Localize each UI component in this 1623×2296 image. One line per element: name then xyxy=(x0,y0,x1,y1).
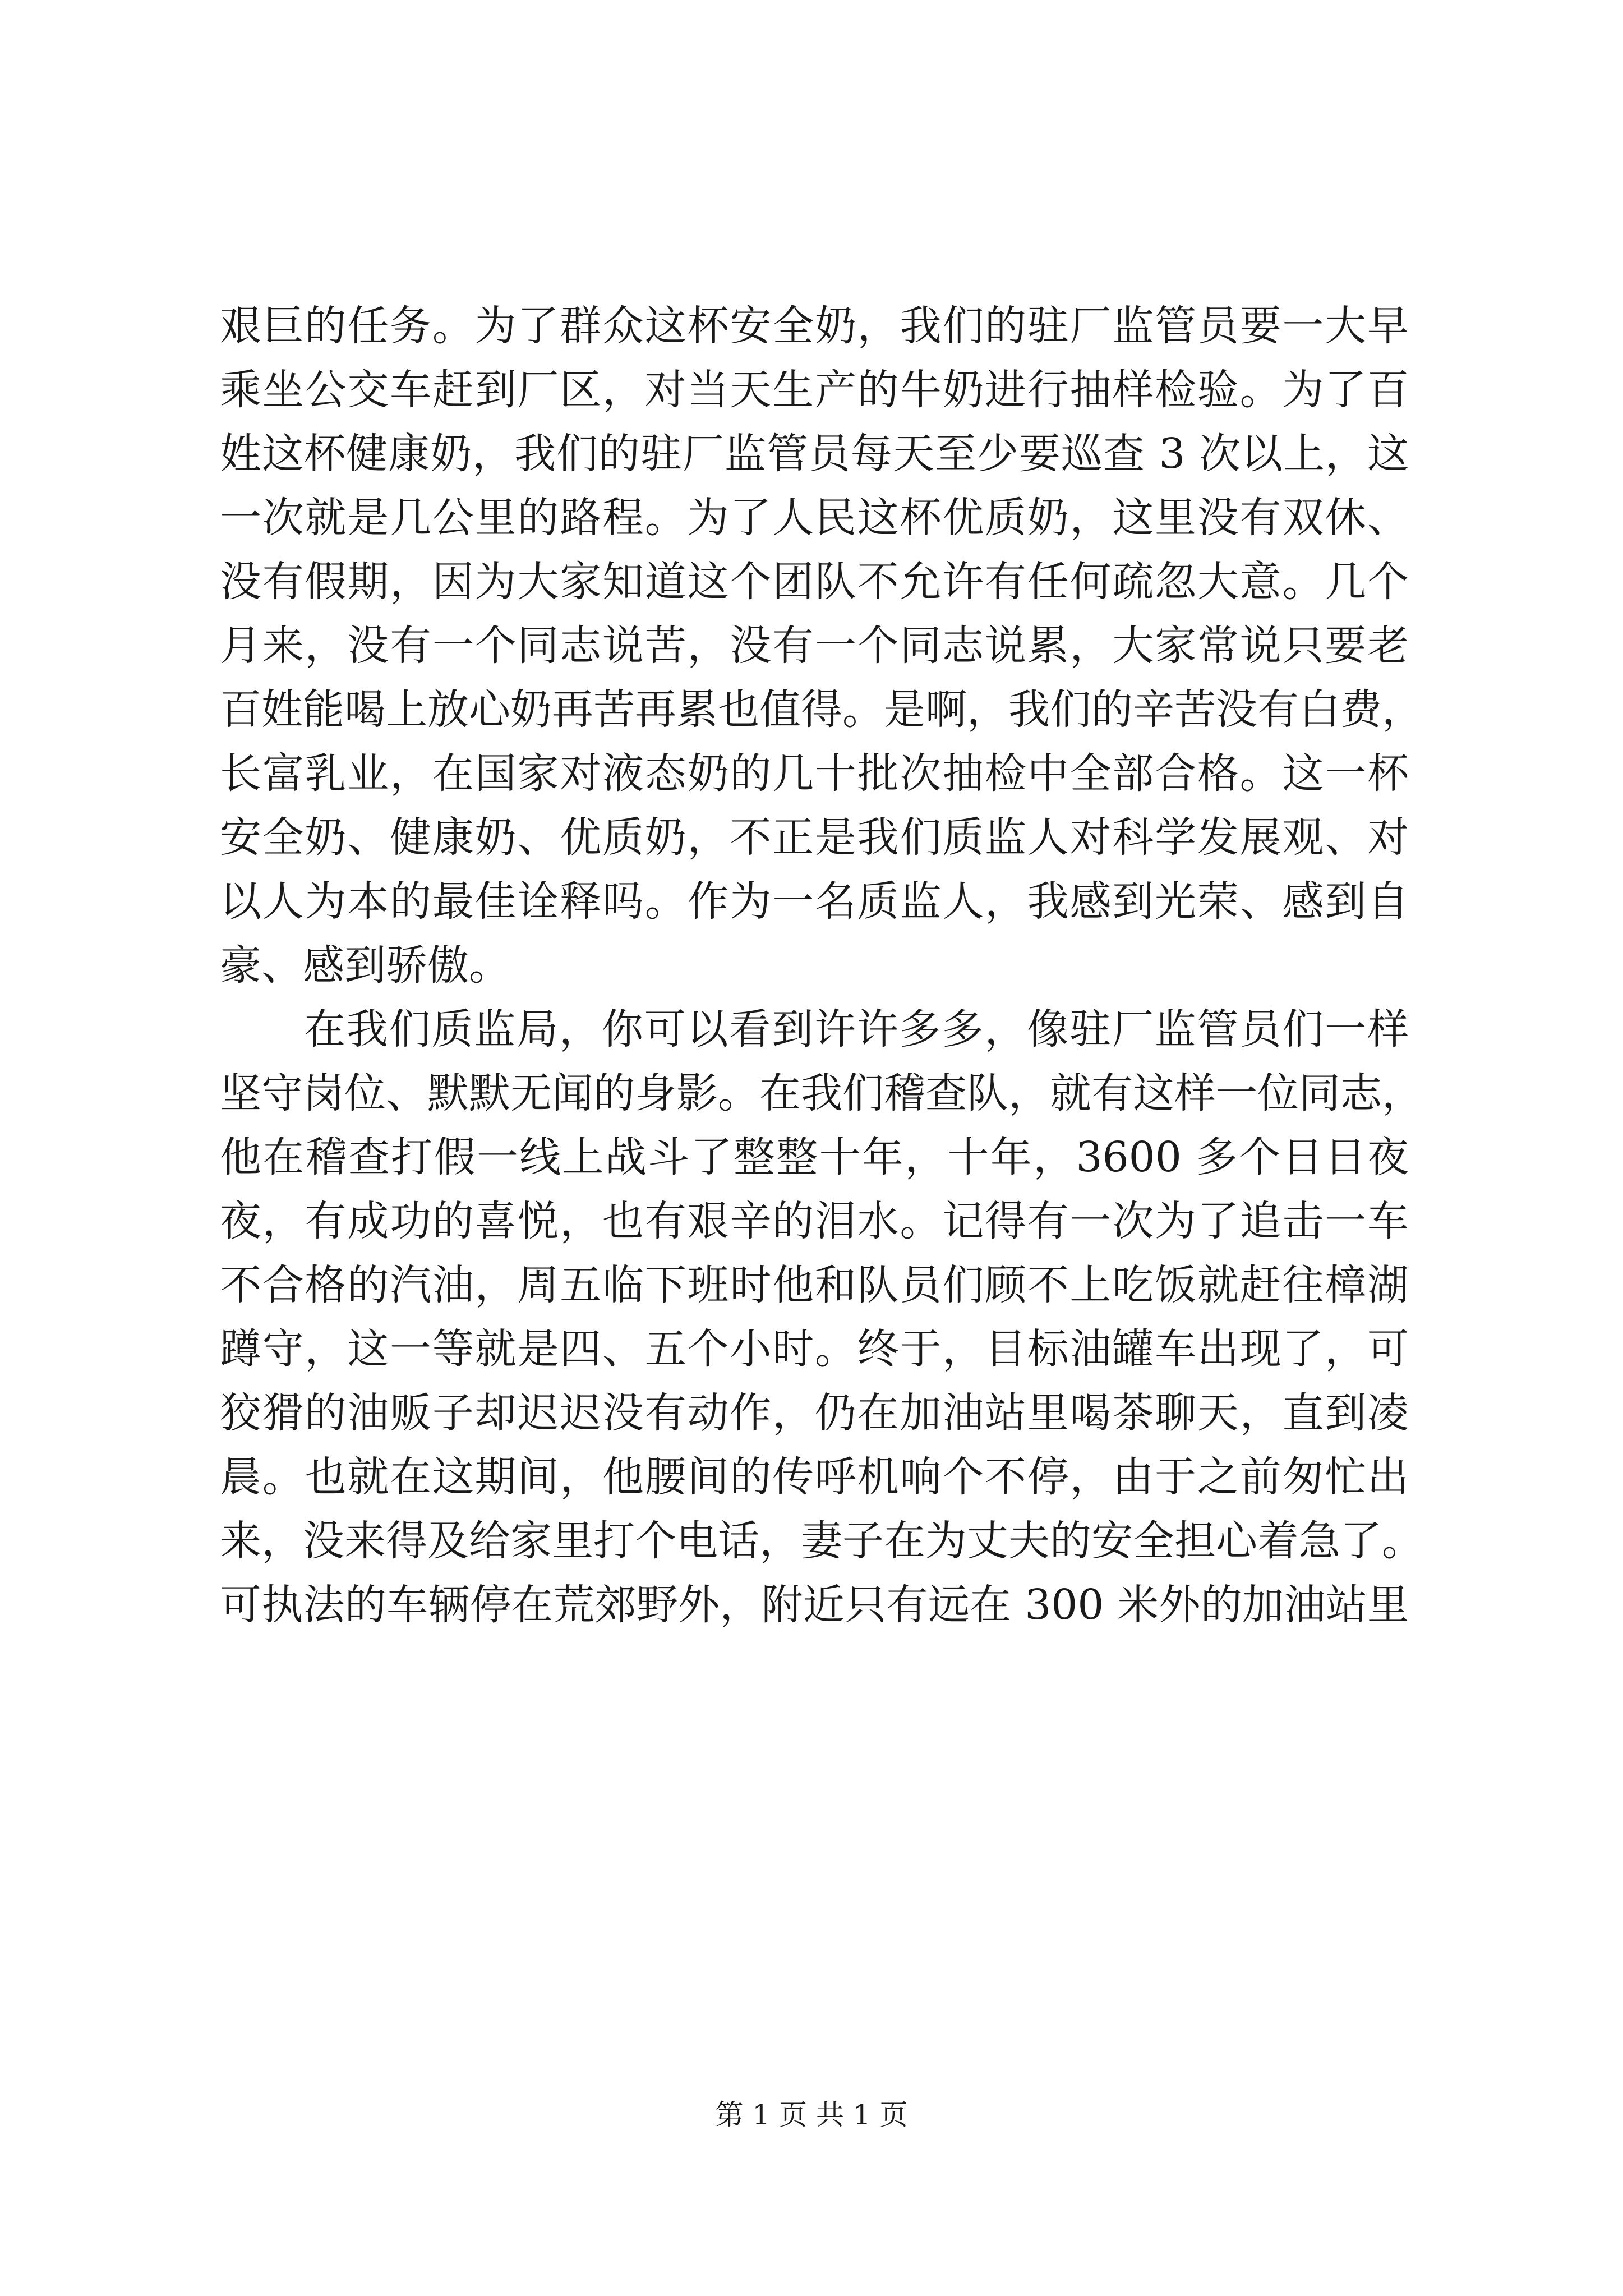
text-line: 可执法的车辆停在荒郊野外，附近只有远在 300 米外的加油站里 xyxy=(220,1581,1409,1629)
page-footer xyxy=(0,2098,1623,2132)
text-line: 在我们质监局，你可以看到许许多多，像驻厂监管员们一样 xyxy=(304,1005,1409,1053)
text-line: 坚守岗位、默默无闻的身影。在我们稽查队，就有这样一位同志， xyxy=(220,1069,1423,1117)
text-line: 晨。也就在这期间，他腰间的传呼机响个不停，由于之前匆忙出 xyxy=(220,1453,1409,1501)
text-line: 姓这杯健康奶，我们的驻厂监管员每天至少要巡查 3 次以上，这 xyxy=(220,430,1409,478)
text-line: 夜，有成功的喜悦，也有艰辛的泪水。记得有一次为了追击一车 xyxy=(220,1197,1409,1245)
text-line: 蹲守，这一等就是四、五个小时。终于，目标油罐车出现了，可 xyxy=(220,1325,1409,1373)
text-line: 安全奶、健康奶、优质奶，不正是我们质监人对科学发展观、对 xyxy=(220,813,1409,862)
text-line: 他在稽查打假一线上战斗了整整十年，十年，3600 多个日日夜 xyxy=(220,1133,1409,1181)
text-line: 乘坐公交车赶到厂区，对当天生产的牛奶进行抽样检验。为了百 xyxy=(220,366,1409,414)
text-line: 月来，没有一个同志说苦，没有一个同志说累，大家常说只要老 xyxy=(220,622,1409,670)
text-line: 来，没来得及给家里打个电话，妻子在为丈夫的安全担心着急了。 xyxy=(220,1517,1423,1565)
text-line: 没有假期，因为大家知道这个团队不允许有任何疏忽大意。几个 xyxy=(220,558,1409,606)
text-line: 百姓能喝上放心奶再苦再累也值得。是啊，我们的辛苦没有白费， xyxy=(220,685,1423,734)
text-line: 长富乳业，在国家对液态奶的几十批次抽检中全部合格。这一杯 xyxy=(220,749,1409,798)
text-line: 狡猾的油贩子却迟迟没有动作，仍在加油站里喝茶聊天，直到凌 xyxy=(220,1389,1409,1437)
text-line: 艰巨的任务。为了群众这杯安全奶，我们的驻厂监管员要一大早 xyxy=(220,302,1409,350)
paragraph-1 xyxy=(220,297,1423,994)
text-line: 一次就是几公里的路程。为了人民这杯优质奶，这里没有双休、 xyxy=(220,494,1409,542)
page-number-label: 第 1 页 共 1 页 xyxy=(715,2099,908,2131)
text-line: 以人为本的最佳诠释吗。作为一名质监人，我感到光荣、感到自 xyxy=(220,877,1409,926)
paragraph-2 xyxy=(220,1001,1423,1634)
text-line: 不合格的汽油，周五临下班时他和队员们顾不上吃饭就赶往樟湖 xyxy=(220,1261,1409,1309)
text-line: 豪、感到骄傲。 xyxy=(220,941,510,990)
document-body xyxy=(220,297,1423,1640)
